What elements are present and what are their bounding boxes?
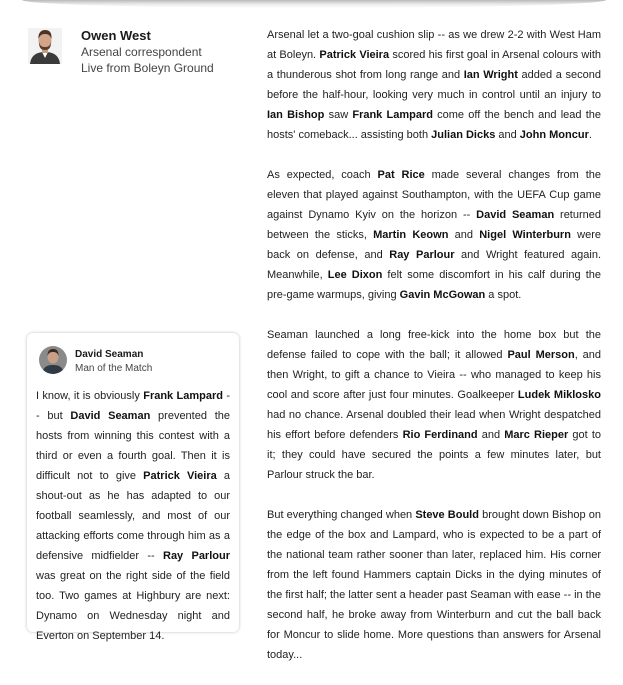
text-run: come off the bench and lead the hosts' comeback... assisting both — [267, 109, 601, 141]
player-name: Gavin McGowan — [399, 289, 486, 301]
text-run: was great on the right side of the field too. Two games at Highbury are next: Dynamo on Wednesday night and Everton on September 14. — [36, 570, 230, 642]
player-name: Frank Lampard — [143, 390, 223, 402]
text-run: brought down Bishop on the edge of the box and Lampard, who is expected to be a part of the national team rather sooner than later, replaced him. His corner from the left found Hammers captain Dicks in the dying minutes of the first half; the latter sent a header past Seaman with ease -- in the second half, he broke away from Winterburn and cut the ball back for Moncur to slide home. More questions than answers for Arsenal today... — [267, 509, 601, 661]
quote-text — [36, 386, 230, 646]
text-run: But everything changed when — [267, 509, 416, 521]
article-paragraph — [267, 165, 601, 305]
player-name: Patrick Vieira — [143, 470, 217, 482]
author-portrait-icon — [28, 28, 62, 64]
player-name: Ludek Miklosko — [517, 389, 601, 401]
player-name: Steve Bould — [415, 509, 479, 521]
author-location: Live from Boleyn Ground — [81, 61, 214, 75]
text-run: had no chance. Arsenal doubled their lead when Wright despatched his effort before defenders — [267, 409, 601, 441]
text-run: a shout-out as he has adapted to our football seamlessly, and most of our attacking efforts come through him as a defensive midfielder -- — [36, 470, 230, 562]
quote-avatar — [39, 346, 67, 374]
text-run: As expected, coach — [267, 169, 378, 181]
text-run: got to it; they could have secured the points a few minutes later, but Parlour struck the bar. — [267, 429, 602, 481]
article-paragraph — [267, 25, 601, 145]
player-name: Ray Parlour — [163, 550, 230, 562]
article-paragraph — [267, 325, 601, 485]
player-name: Martin Keown — [373, 229, 449, 241]
player-name: Lee Dixon — [327, 269, 383, 281]
player-name: David Seaman — [70, 410, 151, 422]
player-name: Paul Merson — [507, 349, 575, 361]
text-run: saw — [324, 109, 353, 121]
player-name: Frank Lampard — [352, 109, 433, 121]
text-run: and — [495, 129, 520, 141]
player-name: Julian Dicks — [431, 129, 496, 141]
author-byline — [28, 28, 253, 88]
player-name: Marc Rieper — [504, 429, 569, 441]
text-run: were back on defense, and — [267, 229, 601, 261]
text-run: I know, it is obviously — [36, 390, 144, 402]
text-run: a spot. — [485, 289, 522, 301]
player-name: John Moncur — [519, 129, 589, 141]
text-run: added a second before the half-hour, looking very much in control until an injury to — [267, 69, 601, 101]
player-portrait-icon — [39, 346, 67, 374]
player-name: Ian Wright — [463, 69, 518, 81]
player-name: Pat Rice — [377, 169, 425, 181]
text-run: prevented the hosts from winning this contest with a third or even a fourth goal. Then it is difficult not to give — [36, 410, 230, 482]
player-name: Rio Ferdinand — [402, 429, 478, 441]
text-run: Arsenal let a two-goal cushion slip -- as we drew 2-2 with West Ham at Boleyn. — [267, 29, 601, 61]
text-run: and — [477, 429, 505, 441]
top-shadow-divider — [22, 0, 606, 8]
text-run: -- but — [36, 390, 230, 422]
player-name: David Seaman — [476, 209, 555, 221]
author-avatar — [28, 28, 62, 64]
text-run: and — [448, 229, 480, 241]
player-name: Nigel Winterburn — [479, 229, 571, 241]
player-name: Ray Parlour — [389, 249, 455, 261]
text-run: Seaman launched a long free-kick into the home box but the defense failed to cope with the ball; it allowed — [267, 329, 601, 361]
author-role: Arsenal correspondent — [81, 45, 202, 59]
text-run: . — [588, 129, 592, 141]
text-run: scored his first goal in Arsenal colours with a thunderous shot from long range and — [267, 49, 601, 81]
quote-player-name: David Seaman — [75, 349, 144, 360]
quote-player-title: Man of the Match — [75, 363, 153, 374]
text-run: returned between the sticks, — [267, 209, 602, 241]
player-name: Patrick Vieira — [319, 49, 390, 61]
text-run: , and then Wright, to gift a chance to Vieira -- who managed to keep his cool and score after just four minutes. Goalkeeper — [267, 349, 602, 401]
text-run: felt some discomfort in his calf during the pre-game warmups, giving — [267, 269, 601, 301]
text-run: made several changes from the eleven that played against Southampton, with the UEFA Cup game against Dynamo Kyiv on the horizon -- — [267, 169, 601, 221]
player-name: Ian Bishop — [267, 109, 325, 121]
text-run: and Wright featured again. Meanwhile, — [267, 249, 601, 281]
article-body — [267, 25, 601, 685]
author-name: Owen West — [81, 28, 151, 43]
man-of-the-match-card — [27, 333, 239, 642]
article-paragraph — [267, 505, 601, 665]
